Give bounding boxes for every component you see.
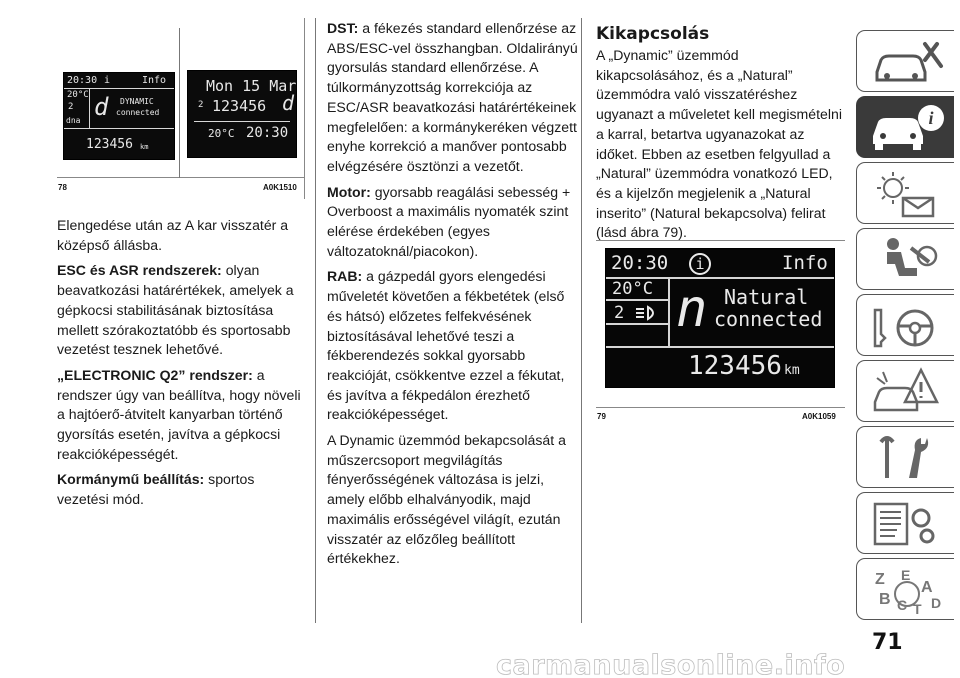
display-natural-screen [605, 248, 835, 388]
info-icon: i [689, 253, 711, 275]
tab-starting-driving[interactable] [856, 294, 954, 356]
watermark: carmanualsonline.info [496, 650, 846, 678]
paragraph-electronic-q2: „ELECTRONIC Q2” rendszer: a rendszer úgy van beállítva, hogy növeli a hajtóerő-átvitelt kanyarban történő gyorsítás esetén, javítva a gépkocsi reakcióképességét. [57, 366, 301, 462]
display-date: Mon 15 Mar [206, 77, 297, 95]
display-temp: 20°C [612, 279, 653, 299]
paragraph-steering: Kormánymű beállítás: sportos vezetési mód. [57, 471, 255, 508]
tab-emergency[interactable] [856, 360, 954, 422]
figure-number: 79 [597, 412, 606, 421]
figure-78-image [57, 18, 305, 178]
light-icon [634, 305, 660, 326]
tab-index[interactable] [856, 558, 954, 620]
paragraph-motor: Motor: gyorsabb reagálási sebesség + Overboost a maximális nyomaték szint elérése érdekében (egyes változatoknál/piacokon). [327, 183, 571, 259]
column-divider [315, 18, 316, 623]
svg-text:E: E [901, 567, 911, 583]
display-gear: 2 [68, 102, 74, 112]
figure-79-bottom-rule [596, 407, 845, 408]
mode-line-1: DYNAMIC [120, 97, 154, 106]
svg-text:A: A [921, 579, 933, 596]
mode-line-2: connected [116, 108, 160, 117]
tab-maintenance[interactable] [856, 426, 954, 488]
svg-text:C: C [897, 597, 908, 613]
svg-text:Z: Z [875, 571, 885, 588]
document-gears-icon [867, 498, 947, 550]
paragraph-esc-asr: ESC és ASR rendszerek: olyan beavatkozási határértékek, amelyek a gépkocsi stabilitásának biztosítása mellett szórakoztatóbb és sportosabb vezetést tesznek lehetővé. [57, 262, 294, 358]
alphabet-index-icon [867, 564, 947, 616]
paragraph-deactivation: A „Dynamic” üzemmód kikapcsolásához, és a „Natural” üzemmódra való visszatéréshez ugyanazt a műveletet kell megismételni a karral, betartva ugyanazokat az időket. Ebben az esetben felgyullad a „Natural” üzemmódra vonatkozó LED, és a kijelzőn megjelenik a „Natural inserito” (Natural bekapcsolva) felirat (lásd ábra 79). [596, 47, 842, 241]
column-1 [57, 216, 309, 516]
airbag-seat-icon [867, 234, 947, 286]
steering-wheel-key-icon [867, 300, 947, 352]
figure-code: A0K1059 [802, 412, 836, 421]
section-heading: Kikapcsolás [596, 24, 710, 44]
display-dynamic-screen [63, 72, 175, 160]
mode-letter: d [94, 93, 109, 121]
tab-technical-data[interactable] [856, 492, 954, 554]
dna-logo: dna [66, 116, 81, 125]
warning-lights-icon [867, 168, 947, 220]
mode-line-2: connected [714, 307, 823, 331]
tab-safety[interactable] [856, 228, 954, 290]
svg-text:i: i [928, 108, 934, 128]
figure-code: A0K1510 [263, 183, 297, 192]
odometer-unit: km [784, 363, 800, 378]
display-gear: 2 [614, 303, 625, 323]
display-temp-right: 20°C [208, 127, 235, 140]
paragraph-rab: RAB: a gázpedál gyors elengedési műveletét követően a fékbetétek (első és hátsó) előzetes felfekvésének biztosításával lehetővé teszi a fékberendezés sokkal gyorsabb reakcióját, csökkentve ezzel a fékutat, és javítva a fékpedálon érezhető reakcióképességet. [327, 268, 565, 423]
tab-knowing-car[interactable] [856, 30, 954, 92]
figure-number: 78 [58, 183, 67, 192]
mode-line-1: Natural [724, 285, 809, 309]
svg-text:T: T [913, 601, 922, 616]
paragraph-dst: DST: a fékezés standard ellenőrzése az ABS/ESC-vel összhangban. Oldalirányú gyorsulás standard ellenőrzése. A túlkormányzottság korrekciója az ESC/ASR beavatkozási határértékeinek megfelelően: a kormánykeréken végzett enyhe korrekció a manőver pontosabb elvégzésére ösztönzi a vezetőt. [327, 20, 578, 174]
display-trip-odometer: 123456 [212, 97, 267, 115]
display-time-right: 20:30 [246, 125, 289, 141]
paragraph-dynamic-activation: A Dynamic üzemmód bekapcsolását a műszercsoport megvilágítás fényerősségének változása is jelzi, amely előbb elhalványodik, majd maximális erősségével világít, ezután visszatér az előzőleg beállított értékekhez. [327, 432, 566, 567]
display-time: 20:30 [67, 75, 98, 86]
odometer-value: 123456 [688, 351, 782, 381]
column-divider [581, 18, 582, 623]
mode-letter-right: d [282, 91, 295, 115]
display-time: 20:30 [611, 252, 669, 274]
figure-78 [57, 18, 305, 199]
figure-79-top-rule [596, 240, 845, 241]
car-info-icon [867, 102, 947, 154]
paragraph-release: Elengedése után az A kar visszatér a középső állásba. [57, 217, 289, 253]
tab-warning-lights[interactable] [856, 162, 954, 224]
page-number: 71 [872, 630, 903, 655]
info-icon: i [104, 75, 111, 86]
column-2 [327, 19, 581, 575]
car-tools-icon [867, 36, 947, 88]
svg-text:D: D [931, 595, 942, 611]
mode-letter: n [676, 279, 708, 339]
display-info-label: Info [142, 75, 167, 86]
odometer-value: 123456 [86, 137, 133, 152]
svg-text:B: B [879, 591, 891, 608]
odometer-unit: km [140, 143, 149, 151]
display-info-label: Info [782, 252, 828, 274]
display-gear-small: 2 [198, 100, 204, 110]
display-trip-screen [187, 70, 297, 158]
car-crash-icon [867, 366, 947, 418]
wrench-tools-icon [867, 432, 947, 484]
column-3 [596, 46, 848, 249]
display-temp: 20°C [67, 90, 89, 100]
tab-car-info[interactable] [856, 96, 954, 158]
